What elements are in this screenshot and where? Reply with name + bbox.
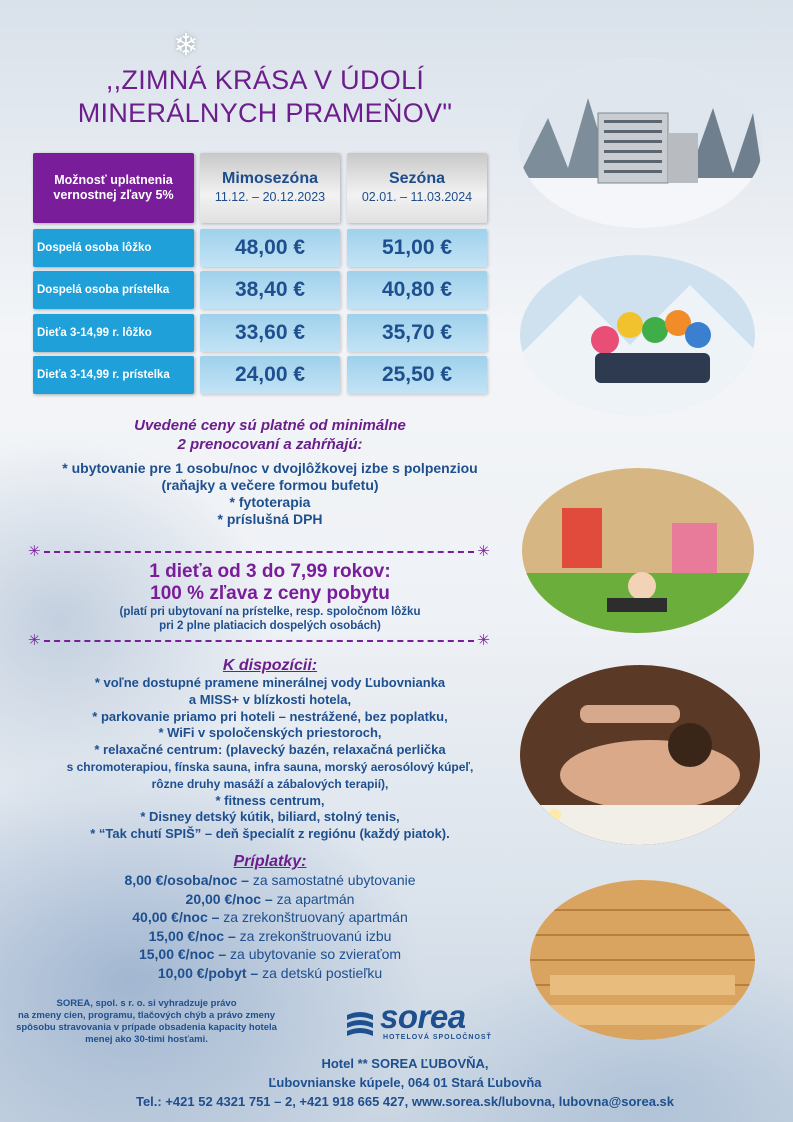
price-cell: 24,00 € xyxy=(200,356,340,394)
child-offer: 1 dieťa od 3 do 7,99 rokov: 100 % zľava z ceny pobytu (platí pri ubytovaní na prístelke, resp. spoločnom lôžku pri 2 plne platiacich dospelých osobách) xyxy=(119,561,421,632)
prices-note: Uvedené ceny sú platné od minimálne 2 prenocovaní a zahŕňajú: xyxy=(134,417,406,453)
price-cell: 25,50 € xyxy=(347,356,487,394)
price-cell: 48,00 € xyxy=(200,229,340,267)
massage-photo xyxy=(520,665,760,845)
available-section: K dispozícii: * voľne dostupné pramene minerálnej vody Ľubovnianka a MISS+ v blízkosti hotela, * parkovanie priamo pri hoteli – nestrážené, bez poplatku, * WiFi v spoločenských priestoroch, * relaxačné centrum: (plavecký bazén, relaxačná perlička s chromoterapiou, fínska sauna, infra sauna, morský aerosólový kúpeľ, rôzne druhy masáží a zábalových terapií), * fitness centrum, * Disney detský kútik, biliard, stolný tenis, * “Tak chutí SPIŠ” – deň špecialít z regiónu (každý piatok). xyxy=(66,657,474,842)
row-label: Dieťa 3-14,99 r. lôžko xyxy=(33,314,194,352)
surcharge-item: 15,00 €/noc – za ubytovanie so zvieraťom xyxy=(138,946,402,963)
row-label: Dieťa 3-14,99 r. prístelka xyxy=(33,356,194,394)
price-cell: 33,60 € xyxy=(200,314,340,352)
page-title: ,,ZIMNÁ KRÁSA V ÚDOLÍ MINERÁLNYCH PRAMEŇOV" xyxy=(77,65,453,128)
hotel-winter-photo xyxy=(518,58,763,228)
surcharge-item: 20,00 €/noc – za apartmán xyxy=(185,890,355,907)
surcharge-item: 15,00 €/noc – za zrekonštruovanú izbu xyxy=(148,927,392,944)
disclaimer: SOREA, spol. s r. o. si vyhradzuje právo na zmeny cien, programu, tlačových chýb a právo zmeny spôsobu stravovania v prípade obsadenia kapacity hotela menej ako 30-timi hosťami. xyxy=(16,998,277,1045)
star-icon: ✳ xyxy=(28,545,41,559)
column-header-offseason: Mimosezóna 11.12. – 20.12.2023 xyxy=(200,153,340,223)
price-cell: 51,00 € xyxy=(347,229,487,267)
ski-family-photo xyxy=(520,255,755,415)
price-cell: 40,80 € xyxy=(347,271,487,309)
sorea-logo-mark-icon xyxy=(343,1007,377,1041)
surcharge-item: 8,00 €/osoba/noc – za samostatné ubytovanie xyxy=(124,872,416,888)
row-label: Dospelá osoba lôžko xyxy=(33,229,194,267)
price-cell: 38,40 € xyxy=(200,271,340,309)
star-icon: ✳ xyxy=(477,545,490,559)
star-icon: ✳ xyxy=(28,634,41,648)
snowflake-icon: ❄ xyxy=(173,29,199,62)
divider xyxy=(28,634,490,648)
sorea-logo: sorea HOTELOVÁ SPOLOČNOSŤ xyxy=(343,1003,495,1045)
table-corner-header: Možnosť uplatnenia vernostnej zľavy 5% xyxy=(33,153,194,223)
surcharge-item: 40,00 €/noc – za zrekonštruovaný apartmán xyxy=(132,909,408,926)
divider xyxy=(28,545,490,559)
star-icon: ✳ xyxy=(477,634,490,648)
price-cell: 35,70 € xyxy=(347,314,487,352)
included-list: * ubytovanie pre 1 osobu/noc v dvojlôžkovej izbe s polpenziou (raňajky a večere formou bufetu) * fytoterapia * príslušná DPH xyxy=(62,460,478,527)
surcharge-item: 10,00 €/pobyt – za detskú postieľku xyxy=(157,964,383,981)
sauna-photo xyxy=(530,880,755,1040)
hotel-address: Hotel ** SOREA ĽUBOVŇA, Ľubovnianske kúpele, 064 01 Stará Ľubovňa Tel.: +421 52 4321 751 – 2, +421 918 665 427, www.sorea.sk/lubovna, lubovna@sorea.sk xyxy=(135,1056,675,1109)
row-label: Dospelá osoba prístelka xyxy=(33,271,194,309)
surcharges-section: Príplatky: 8,00 €/osoba/noc – za samostatné ubytovanie 20,00 €/noc – za apartmán 40,00 €/noc – za zrekonštruovaný apartmán 15,00 €/noc – za zrekonštruovanú izbu 15,00 €/noc – za ubytovanie so zvieraťom 10,00 €/pobyt – za detskú postieľku xyxy=(10,852,530,983)
column-header-season: Sezóna 02.01. – 11.03.2024 xyxy=(347,153,487,223)
kids-playroom-photo xyxy=(522,468,754,633)
